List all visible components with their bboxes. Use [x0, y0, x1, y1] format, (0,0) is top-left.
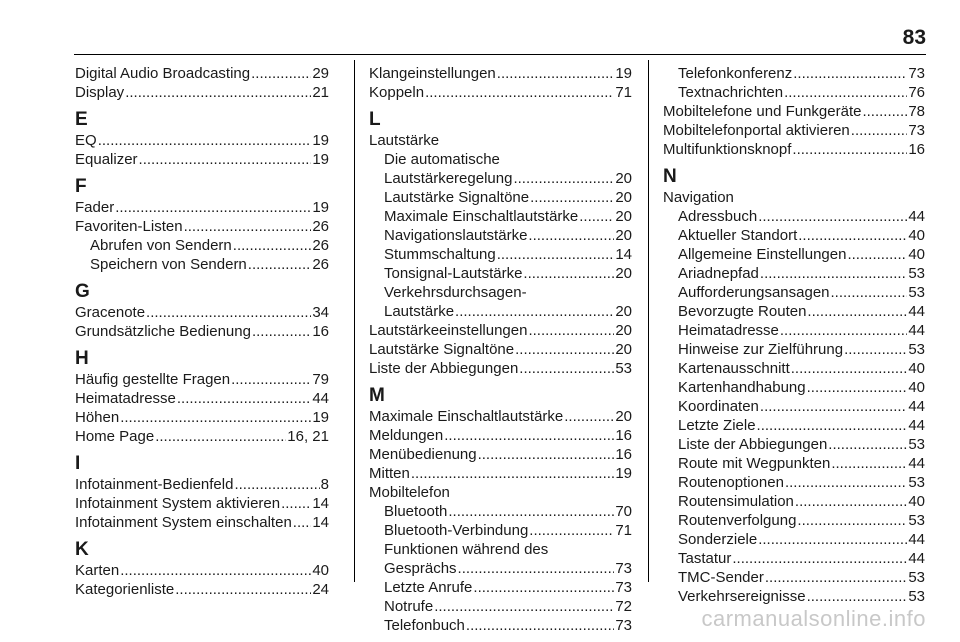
- dot-leader: [458, 559, 615, 578]
- dot-leader: [757, 416, 908, 435]
- entry-page-ref: 26: [312, 256, 329, 273]
- entry-term: Lautstärke: [384, 303, 455, 320]
- entry-term: Kartenhandhabung: [678, 379, 806, 396]
- entry-page-ref: 73: [615, 617, 632, 634]
- entry-page-ref: 53: [908, 569, 925, 586]
- entry-term: Route mit Wegpunkten: [678, 455, 831, 472]
- entry-term: Koppeln: [369, 84, 425, 101]
- entry-term: Textnachrichten: [678, 84, 784, 101]
- entry-term: Mobiltelefone und Funkgeräte: [663, 103, 862, 120]
- dot-leader: [847, 245, 907, 264]
- entry-page-ref: 44: [908, 303, 925, 320]
- entry-page-ref: 14: [615, 246, 632, 263]
- entry-page-ref: 19: [312, 132, 329, 149]
- index-subentry: [663, 549, 925, 568]
- entry-term: Adressbuch: [678, 208, 758, 225]
- dot-leader: [444, 426, 614, 445]
- index-entry: [369, 359, 632, 378]
- entry-term: Lautstärkeregelung: [384, 170, 513, 187]
- index-entry: [75, 303, 329, 322]
- entry-page-ref: 40: [908, 493, 925, 510]
- entry-page-ref: 24: [312, 581, 329, 598]
- section-letter: F: [75, 176, 87, 197]
- entry-page-ref: 44: [908, 550, 925, 567]
- index-subentry: [369, 616, 632, 635]
- entry-term: Abrufen von Sendern: [90, 237, 232, 254]
- dot-leader: [760, 264, 907, 283]
- dot-leader: [784, 83, 907, 102]
- dot-leader: [234, 475, 319, 494]
- entry-page-ref: 19: [312, 199, 329, 216]
- entry-term: Notrufe: [384, 598, 434, 615]
- dot-leader: [155, 427, 286, 446]
- entry-page-ref: 73: [908, 122, 925, 139]
- index-entry: [75, 217, 329, 236]
- dot-leader: [792, 140, 907, 159]
- entry-term: Infotainment System einschalten: [75, 514, 292, 531]
- index-subentry: [663, 587, 925, 606]
- entry-term: Sonderziele: [678, 531, 758, 548]
- dot-leader: [251, 64, 311, 83]
- entry-term: Maximale Einschaltlautstärke: [369, 408, 564, 425]
- index-subentry: [75, 236, 329, 255]
- entry-page-ref: 72: [615, 598, 632, 615]
- entry-page-ref: 26: [312, 218, 329, 235]
- entry-term: TMC-Sender: [678, 569, 764, 586]
- index-subentry: [663, 264, 925, 283]
- index-entry: [369, 464, 632, 483]
- entry-page-ref: 40: [908, 360, 925, 377]
- index-subentry: [663, 283, 925, 302]
- column-divider: [354, 60, 355, 582]
- entry-page-ref: 20: [615, 208, 632, 225]
- entry-term: Navigationslautstärke: [384, 227, 528, 244]
- entry-term: Heimatadresse: [678, 322, 779, 339]
- entry-term: Menübedienung: [369, 446, 477, 463]
- dot-leader: [797, 511, 907, 530]
- index-subentry: [369, 302, 632, 321]
- entry-term: Multifunktionsknopf: [663, 141, 792, 158]
- dot-leader: [233, 236, 312, 255]
- header-rule: [74, 54, 926, 55]
- entry-page-ref: 40: [312, 562, 329, 579]
- dot-leader: [434, 597, 614, 616]
- entry-page-ref: 70: [615, 503, 632, 520]
- entry-page-ref: 71: [615, 84, 632, 101]
- index-subentry: [663, 302, 925, 321]
- dot-leader: [765, 568, 907, 587]
- entry-term: Gracenote: [75, 304, 146, 321]
- index-entry: [369, 321, 632, 340]
- entry-term: Telefonbuch: [384, 617, 465, 634]
- dot-leader: [497, 64, 615, 83]
- dot-leader: [758, 530, 907, 549]
- index-subentry: [663, 226, 925, 245]
- dot-leader: [807, 587, 908, 606]
- entry-page-ref: 53: [908, 588, 925, 605]
- entry-term: Fader: [75, 199, 115, 216]
- entry-page-ref: 19: [312, 409, 329, 426]
- index-entry: [663, 140, 925, 159]
- dot-leader: [831, 283, 908, 302]
- index-entry: [369, 407, 632, 426]
- entry-term: Grundsätzliche Bedienung: [75, 323, 251, 340]
- dot-leader: [252, 322, 311, 341]
- entry-page-ref: 29: [312, 65, 329, 82]
- index-entry: [369, 64, 632, 83]
- entry-term: Stummschaltung: [384, 246, 496, 263]
- dot-leader: [807, 378, 908, 397]
- entry-term: Mobiltelefonportal aktivieren: [663, 122, 850, 139]
- index-entry: [75, 322, 329, 341]
- entry-term: Klangeinstellungen: [369, 65, 496, 82]
- entry-page-ref: 44: [908, 417, 925, 434]
- index-subentry: [663, 64, 925, 83]
- entry-page-ref: 73: [615, 579, 632, 596]
- dot-leader: [177, 389, 311, 408]
- dot-leader: [231, 370, 311, 389]
- index-subentry: [663, 454, 925, 473]
- index-entry: [369, 340, 632, 359]
- section-letter: H: [75, 348, 89, 369]
- entry-page-ref: 44: [908, 322, 925, 339]
- dot-leader: [515, 340, 614, 359]
- entry-page-ref: 21: [312, 84, 329, 101]
- dot-leader: [120, 408, 311, 427]
- entry-term: Ariadnepfad: [678, 265, 759, 282]
- dot-leader: [146, 303, 311, 322]
- entry-term: Lautstärkeeinstellungen: [369, 322, 528, 339]
- index-subentry: [663, 378, 925, 397]
- dot-leader: [478, 445, 615, 464]
- dot-leader: [785, 473, 907, 492]
- index-subentry: [663, 397, 925, 416]
- dot-leader: [793, 64, 907, 83]
- entry-term: Verkehrsereignisse: [678, 588, 806, 605]
- entry-page-ref: 16, 21: [287, 428, 329, 445]
- entry-page-ref: 20: [615, 303, 632, 320]
- entry-page-ref: 53: [908, 474, 925, 491]
- index-subentry: [663, 416, 925, 435]
- dot-leader: [125, 83, 311, 102]
- index-subentry: [663, 245, 925, 264]
- index-entry: [369, 445, 632, 464]
- index-entry: [75, 561, 329, 580]
- index-subentry: [369, 502, 632, 521]
- index-entry: [75, 131, 329, 150]
- entry-page-ref: 20: [615, 265, 632, 282]
- entry-term: Letzte Anrufe: [384, 579, 473, 596]
- index-subentry: [369, 578, 632, 597]
- entry-term: Meldungen: [369, 427, 444, 444]
- entry-term: Routensimulation: [678, 493, 794, 510]
- index-subentry: [663, 473, 925, 492]
- entry-page-ref: 53: [908, 436, 925, 453]
- index-subentry: [369, 169, 632, 188]
- entry-term: Lautstärke Signaltöne: [384, 189, 530, 206]
- index-subentry: [369, 521, 632, 540]
- index-entry: [75, 580, 329, 599]
- index-entry: [75, 64, 329, 83]
- entry-term: Häufig gestellte Fragen: [75, 371, 231, 388]
- entry-page-ref: 8: [320, 476, 329, 493]
- section-letter: E: [75, 109, 88, 130]
- entry-term: Home Page: [75, 428, 155, 445]
- section-letter: G: [75, 281, 90, 302]
- entry-term: Telefonkonferenz: [678, 65, 793, 82]
- page-number: 83: [902, 26, 926, 49]
- index-subentry: [369, 597, 632, 616]
- entry-term: Bluetooth-Verbindung: [384, 522, 529, 539]
- entry-page-ref: 44: [908, 398, 925, 415]
- entry-page-ref: 20: [615, 341, 632, 358]
- index-subentry: [663, 321, 925, 340]
- dot-leader: [448, 502, 614, 521]
- dot-leader: [732, 549, 907, 568]
- index-subentry: [663, 511, 925, 530]
- index-entry: [75, 198, 329, 217]
- dot-leader: [760, 397, 907, 416]
- entry-page-ref: 19: [312, 151, 329, 168]
- dot-leader: [519, 359, 614, 378]
- index-entry: [75, 389, 329, 408]
- column-divider: [648, 60, 649, 582]
- dot-leader: [529, 521, 614, 540]
- entry-term: Letzte Ziele: [678, 417, 756, 434]
- dot-leader: [425, 83, 614, 102]
- index-entry: [663, 121, 925, 140]
- entry-term: Liste der Abbiegungen: [678, 436, 828, 453]
- entry-term: Aktueller Standort: [678, 227, 798, 244]
- index-subentry: [663, 530, 925, 549]
- entry-term: Tastatur: [678, 550, 732, 567]
- dot-leader: [791, 359, 908, 378]
- dot-leader: [455, 302, 614, 321]
- dot-leader: [523, 264, 614, 283]
- dot-leader: [175, 580, 311, 599]
- entry-page-ref: 20: [615, 322, 632, 339]
- entry-term: Allgemeine Einstellungen: [678, 246, 847, 263]
- entry-term: Heimatadresse: [75, 390, 176, 407]
- entry-term: Maximale Einschaltlautstärke: [384, 208, 579, 225]
- entry-page-ref: 53: [615, 360, 632, 377]
- index-heading: Navigation: [663, 189, 734, 206]
- entry-term: Infotainment System aktivieren: [75, 495, 281, 512]
- index-subheading: Verkehrsdurchsagen-: [384, 284, 527, 301]
- dot-leader: [184, 217, 312, 236]
- dot-leader: [411, 464, 614, 483]
- entry-term: Mitten: [369, 465, 410, 482]
- dot-leader: [528, 226, 614, 245]
- watermark: carmanualsonline.info: [701, 606, 926, 631]
- entry-page-ref: 53: [908, 284, 925, 301]
- index-entry: [75, 370, 329, 389]
- entry-page-ref: 26: [312, 237, 329, 254]
- dot-leader: [579, 207, 614, 226]
- index-subentry: [369, 559, 632, 578]
- dot-leader: [828, 435, 907, 454]
- entry-page-ref: 44: [908, 208, 925, 225]
- index-entry: [75, 83, 329, 102]
- entry-page-ref: 20: [615, 408, 632, 425]
- entry-page-ref: 19: [615, 465, 632, 482]
- index-heading: Mobiltelefon: [369, 484, 450, 501]
- index-entry: [75, 513, 329, 532]
- entry-page-ref: 16: [908, 141, 925, 158]
- entry-page-ref: 53: [908, 341, 925, 358]
- entry-page-ref: 14: [312, 495, 329, 512]
- dot-leader: [564, 407, 614, 426]
- index-entry: [75, 427, 329, 446]
- index-subentry: [663, 207, 925, 226]
- entry-page-ref: 78: [908, 103, 925, 120]
- dot-leader: [115, 198, 311, 217]
- entry-term: Kategorienliste: [75, 581, 175, 598]
- entry-page-ref: 16: [615, 446, 632, 463]
- index-subentry: [369, 188, 632, 207]
- dot-leader: [862, 102, 907, 121]
- dot-leader: [798, 226, 907, 245]
- entry-page-ref: 20: [615, 189, 632, 206]
- section-letter: L: [369, 109, 381, 130]
- section-letter: I: [75, 453, 81, 474]
- entry-page-ref: 44: [908, 531, 925, 548]
- entry-page-ref: 73: [908, 65, 925, 82]
- index-entry: [75, 494, 329, 513]
- index-column-1: [75, 64, 329, 599]
- entry-page-ref: 40: [908, 379, 925, 396]
- section-letter: K: [75, 539, 89, 560]
- index-entry: [75, 150, 329, 169]
- entry-page-ref: 20: [615, 170, 632, 187]
- dot-leader: [293, 513, 312, 532]
- entry-term: Aufforderungsansagen: [678, 284, 830, 301]
- entry-page-ref: 34: [312, 304, 329, 321]
- entry-term: Routenverfolgung: [678, 512, 797, 529]
- entry-page-ref: 14: [312, 514, 329, 531]
- dot-leader: [851, 121, 908, 140]
- dot-leader: [120, 561, 311, 580]
- dot-leader: [473, 578, 614, 597]
- dot-leader: [98, 131, 312, 150]
- index-subentry: [663, 83, 925, 102]
- entry-page-ref: 44: [908, 455, 925, 472]
- dot-leader: [513, 169, 614, 188]
- index-subentry: [663, 359, 925, 378]
- dot-leader: [530, 188, 614, 207]
- index-subentry: [663, 340, 925, 359]
- index-subentry: [369, 226, 632, 245]
- dot-leader: [758, 207, 907, 226]
- entry-term: Karten: [75, 562, 120, 579]
- entry-term: Höhen: [75, 409, 120, 426]
- entry-page-ref: 53: [908, 512, 925, 529]
- entry-term: Digital Audio Broadcasting: [75, 65, 251, 82]
- entry-term: Lautstärke Signaltöne: [369, 341, 515, 358]
- entry-page-ref: 40: [908, 227, 925, 244]
- entry-term: Routenoptionen: [678, 474, 784, 491]
- index-entry: [663, 102, 925, 121]
- dot-leader: [528, 321, 614, 340]
- index-heading: Lautstärke: [369, 132, 440, 149]
- dot-leader: [281, 494, 311, 513]
- index-column-3: [663, 64, 925, 606]
- index-entry: [75, 408, 329, 427]
- dot-leader: [248, 255, 312, 274]
- entry-page-ref: 40: [908, 246, 925, 263]
- dot-leader: [497, 245, 615, 264]
- entry-term: Bevorzugte Routen: [678, 303, 807, 320]
- dot-leader: [466, 616, 614, 635]
- entry-term: Hinweise zur Zielführung: [678, 341, 844, 358]
- entry-term: Speichern von Sendern: [90, 256, 247, 273]
- entry-page-ref: 71: [615, 522, 632, 539]
- entry-term: Tonsignal-Lautstärke: [384, 265, 523, 282]
- index-subentry: [663, 492, 925, 511]
- entry-term: Favoriten-Listen: [75, 218, 183, 235]
- entry-term: Gesprächs: [384, 560, 457, 577]
- index-subheading: Die automatische: [384, 151, 500, 168]
- entry-page-ref: 16: [615, 427, 632, 444]
- entry-term: Koordinaten: [678, 398, 759, 415]
- dot-leader: [780, 321, 907, 340]
- index-subentry: [663, 435, 925, 454]
- entry-page-ref: 53: [908, 265, 925, 282]
- entry-term: Display: [75, 84, 125, 101]
- index-entry: [369, 426, 632, 445]
- entry-page-ref: 16: [312, 323, 329, 340]
- index-entry: [75, 475, 329, 494]
- section-letter: M: [369, 385, 385, 406]
- entry-page-ref: 19: [615, 65, 632, 82]
- entry-page-ref: 79: [312, 371, 329, 388]
- index-subheading: Funktionen während des: [384, 541, 549, 558]
- dot-leader: [831, 454, 907, 473]
- entry-term: Equalizer: [75, 151, 138, 168]
- section-letter: N: [663, 166, 677, 187]
- index-subentry: [369, 264, 632, 283]
- dot-leader: [139, 150, 312, 169]
- dot-leader: [807, 302, 907, 321]
- index-entry: [369, 83, 632, 102]
- index-subentry: [369, 245, 632, 264]
- entry-page-ref: 44: [312, 390, 329, 407]
- entry-page-ref: 76: [908, 84, 925, 101]
- entry-term: Liste der Abbiegungen: [369, 360, 519, 377]
- entry-term: Infotainment-Bedienfeld: [75, 476, 234, 493]
- entry-term: Bluetooth: [384, 503, 448, 520]
- dot-leader: [844, 340, 907, 359]
- entry-page-ref: 20: [615, 227, 632, 244]
- dot-leader: [795, 492, 907, 511]
- entry-term: Kartenausschnitt: [678, 360, 790, 377]
- index-subentry: [663, 568, 925, 587]
- entry-term: EQ: [75, 132, 97, 149]
- index-column-2: [369, 64, 632, 635]
- index-subentry: [75, 255, 329, 274]
- index-subentry: [369, 207, 632, 226]
- entry-page-ref: 73: [615, 560, 632, 577]
